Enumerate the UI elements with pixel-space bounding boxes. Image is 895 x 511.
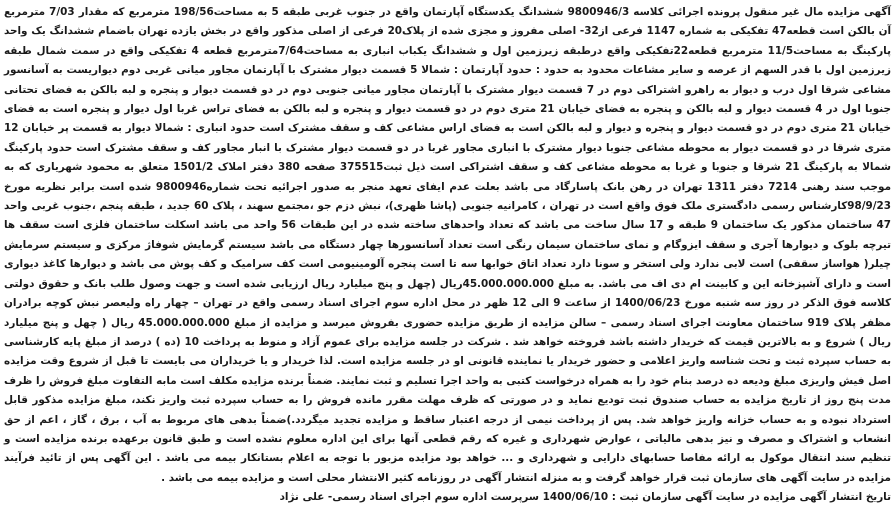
notice-footer: تاریخ انتشار آگهی مزایده در سایت آگهی سازمان ثبت : 1400/06/10 سرپرست اداره سوم اجرای اسناد رسمی- علی نژاد (279, 491, 891, 504)
notice-body: آگهی مزایده مال غیر منقول پرونده اجرائی کلاسه 9800946/3 ششدانگ یکدستگاه آپارتمان واقع در جنوب غربی طبقه 5 به مساحت198/56 مترمربع که مقدار 7/03 مترمربع آن بالکن است قطعه47 تفکیکی به شماره 1147 فرعی از32- اصلی مفروز و مجزی شده از پلاک20 فرعی از اصلی مذکور واقع در بخش یازده تهران باضمام ششدانگ یک واحد پارکینگ به مساحت11/5 مترمربع قطعه22تفکیکی واقع درطبقه زیرزمین اول و ششدانگ یکباب انباری به مساحت7/64مترمربع قطعه 4 تفکیکی واقع در سمت شمال طبقه زیرزمین اول با قدر السهم از عرصه و سایر مشاعات محدود به حدود : حدود آپارتمان : شمالا 5 قسمت دیوار مشترک با آپارتمان مجاور میانی غربی دوم دیواریست به آسانسور مشاعی شرقا اول درب و دیوار به راهرو اشتراکی دوم در 7 قسمت دیوار مشترک با آپارتمان مجاور میانی جنوبی دوم در دو قسمت دیوار و پنجره و لبه بالکن به فضای تحتانی جنوبا اول در 4 قسمت دیوار و لبه بالکن و پنجره به فضای خیابان 21 متری دوم در دو قسمت دیوار و پنجره و لبه بالکن به فضای تراس غربا اول دیوار و پنجره است به فضای خیابان 21 متری دوم در دو قسمت دیوار و پنجره و دیوار و لبه بالکن است به فضای اراس مشاعی کف و سقف مشترک است حدود انباری : شمالا دیوار به قسمت پر خیابان 12 متری شرقا در دو قسمت دیوار به محوطه مشاعی جنوبا دیوار مشترک با انباری مجاور غربا در دو قسمت دیوار مشترک با انبار مجاور کف و سقف مشترک است حدود پارکینگ شمالا به پارکینگ 21 شرقا و جنوبا و غربا به محوطه مشاعی کف و سقف اشتراکی است ذیل ثبت375515 صفحه 380 دفتر املاک 1501/2 متعلق به محمود شهریاری که به موجب سند رهنی 7214 دفتر 1311 تهران در رهن بانک پاسارگاد می باشد بعلت عدم ایفای تعهد منجر به صدور اجرائیه تحت شماره9800946 شده است برابر نظریه مورخ 98/9/23کارشناس رسمی دادگستری ملک فوق واقع است در تهران ، کامرانیه جنوبی (پاشا ظهری)، نبش دزم جو ،مجتمع سهند ، پلاک 60 جدید ، طبقه پنجم ،جنوب غربی واحد 47 ساختمان مذکور یک ساختمان 9 طبقه و 17 سال ساخت می باشد که تعداد واحدهای ساخته شده در این طبقات 56 واحد می باشد اسکلت ساختمان فلزی است سقف ها تیرچه بلوک و دیوارها آجری و سقف ایزوگام و نمای ساختمان سیمان رنگی است تعداد آسانسورها چهار دستگاه می باشد سیستم گرمایش شوفاژ مرکزی و سیستم سرمایش چیلر( هواساز سقفی) است لابی ندارد ولی استخر و سونا دارد تعداد اتاق خوابها سه تا است پنجره آلومینیومی است کف سرامیک و کف پوش می باشد و دیوارها کاغذ دیواری است و دارای آشپزخانه این و کابینت ام دی اف می باشد. به مبلغ 45.000.000.000ریال (چهل و پنج میلیارد ریال ارزیابی شده است و جهت وصول طلب بانک و حقوق دولتی کلاسه فوق الذکر در روز سه شنبه مورخ 1400/06/23 از ساعت 9 الی 12 ظهر در محل اداره سوم اجرای اسناد رسمی واقع در تهران – چهار راه ولیعصر نبش کوچه برادران مظفر پلاک 919 ساختمان معاونت اجرای اسناد رسمی – سالن مزایده از طریق مزایده حضوری بفروش میرسد و مزایده از مبلغ 45.000.000.000 ریال ( چهل و پنج میلیارد ریال ) شروع و به بالاترین قیمت که خریدار داشته باشد فروخته خواهد شد . شرکت در جلسه مزایده برای عموم آزاد و منوط به پرداخت 10 (ده ) درصد از مبلغ پایه کارشناسی به حساب سپرده ثبت و تحت شناسه واریز اعلامی و حضور خریدار یا نماینده قانونی او در جلسه مزایده است. لذا خریدار و یا خریداران می بایست تا قبل از شروع وقت مزایده اصل فیش واریزی مبلغ ودیعه ده درصد بنام خود را به همراه درخواست کتبی به واحد اجرا تسلیم و ثبت نمایند. ضمناً برنده مزایده مکلف است مابه التفاوت مبلغ فروش را ظرف مدت پنج روز از تاریخ مزایده به حساب صندوق ثبت تودیع نماید و در صورتی که ظرف مهلت مقرر مانده فروش را به حساب سپرده ثبت واریز نکند، مبلغ مزایده مذکور قابل استرداد نبوده و به حساب خزانه واریز خواهد شد. پس از پرداخت نیمی از درجه اعتبار ساقط و مزایده تجدید میگردد.)ضمناً بدهی های مربوط به آب ، برق ، گاز ، اعم از حق انشعاب و اشتراک و مصرف و نیز بدهی مالیاتی ، عوارض شهرداری و غیره که رقم قطعی آنها برای این اداره معلوم نشده است و طبق قانون برعهده برنده مزایده است و تنظیم سند انتقال موکول به ارائه مفاصا حسابهای دارایی و شهرداری و ... خواهد بود مزایده مزبور با توجه به اعلام بستانکار بیمه می باشد . این آگهی پس از تائید فرآیند مزایده در سایت آگهی های سازمان ثبت قرار خواهد گرفت و به منزله انتشار آگهی در روزنامه کثیر الانتشار محلی است و مزایده بیمه می باشد . (4, 6, 892, 484)
